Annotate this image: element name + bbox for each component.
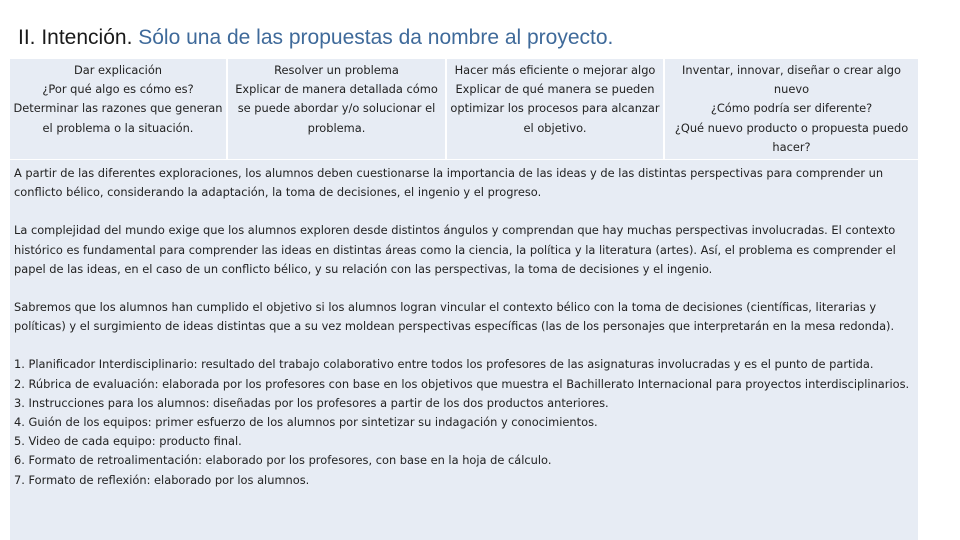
column-explain [10, 59, 228, 159]
column-line: Inventar, innovar, diseñar o crear algo [682, 63, 901, 77]
products-list [14, 355, 914, 489]
list-item: 4. Guión de los equipos: primer esfuerzo de los alumnos por sintetizar su indagación y conocimientos. [14, 415, 598, 430]
column-invent [665, 59, 918, 159]
column-line: hacer? [772, 139, 811, 154]
column-line: el problema o la situación. [42, 120, 194, 135]
title-prefix: II. Intención. [18, 26, 133, 49]
column-line: ¿Cómo podría ser diferente? [710, 101, 873, 116]
column-line: nuevo [773, 82, 810, 97]
column-solve [228, 59, 447, 159]
list-item: 1. Planificador Interdisciplinario: resultado del trabajo colaborativo entre todos los profesores de las asignaturas involucradas y es el punto de partida. [14, 357, 874, 372]
column-line: Hacer más eficiente o mejorar algo [454, 63, 656, 77]
list-item: 5. Video de cada equipo: producto final. [14, 434, 242, 449]
intention-columns [10, 59, 918, 160]
column-line: Explicar de qué manera se pueden [455, 82, 655, 97]
paragraph-complexity: La complejidad del mundo exige que los alumnos exploren desde distintos ángulos y comprendan que hay muchas perspectivas involucradas. El contexto histórico es fundamental para comprender las ideas en distintas áreas como la ciencia, la política y la literatura (artes). Así, el problema es comprender el papel de las ideas, en el caso de un conflicto bélico, y su relación con las perspectivas, la toma de decisiones y el ingenio. [14, 223, 896, 276]
title-accent: Sólo una de las propuestas da nombre al proyecto. [138, 26, 614, 49]
column-line: optimizar los procesos para alcanzar [450, 101, 660, 116]
content-panel [10, 59, 918, 540]
column-line: Explicar de manera detallada cómo [235, 82, 438, 97]
list-item: 2. Rúbrica de evaluación: elaborada por los profesores con base en los objetivos que muestra el Bachillerato Internacional para proyectos interdisciplinarios. [14, 376, 910, 391]
list-item: 6. Formato de retroalimentación: elaborado por los profesores, con base en la hoja de cálculo. [14, 453, 552, 468]
column-line: se puede abordar y/o solucionar el [237, 101, 436, 116]
list-item: 3. Instrucciones para los alumnos: diseñadas por los profesores a partir de los dos productos anteriores. [14, 395, 609, 410]
column-improve [447, 59, 665, 159]
description-body [10, 160, 918, 490]
list-item: 7. Formato de reflexión: elaborado por los alumnos. [14, 472, 310, 487]
column-line: ¿Qué nuevo producto o propuesta puedo [674, 120, 909, 135]
column-line: Determinar las razones que generan [13, 101, 223, 116]
slide-title [18, 26, 613, 50]
column-line: el objetivo. [523, 120, 587, 135]
column-line: problema. [307, 120, 366, 135]
column-line: Dar explicación [73, 63, 163, 77]
paragraph-success: Sabremos que los alumnos han cumplido el objetivo si los alumnos logran vincular el contexto bélico con la toma de decisiones (científicas, literarias y políticas) y el surgimiento de ideas distintas que a su vez moldean perspectivas específicas (las de los personajes que interpretarán en la mesa redonda). [14, 300, 895, 334]
column-line: ¿Por qué algo es cómo es? [42, 82, 194, 97]
column-line: Resolver un problema [274, 63, 399, 77]
paragraph-context: A partir de las diferentes exploraciones, los alumnos deben cuestionarse la importancia de las ideas y de las distintas perspectivas para comprender un conflicto bélico, considerando la adaptación, la toma de decisiones, el ingenio y el progreso. [14, 166, 884, 200]
